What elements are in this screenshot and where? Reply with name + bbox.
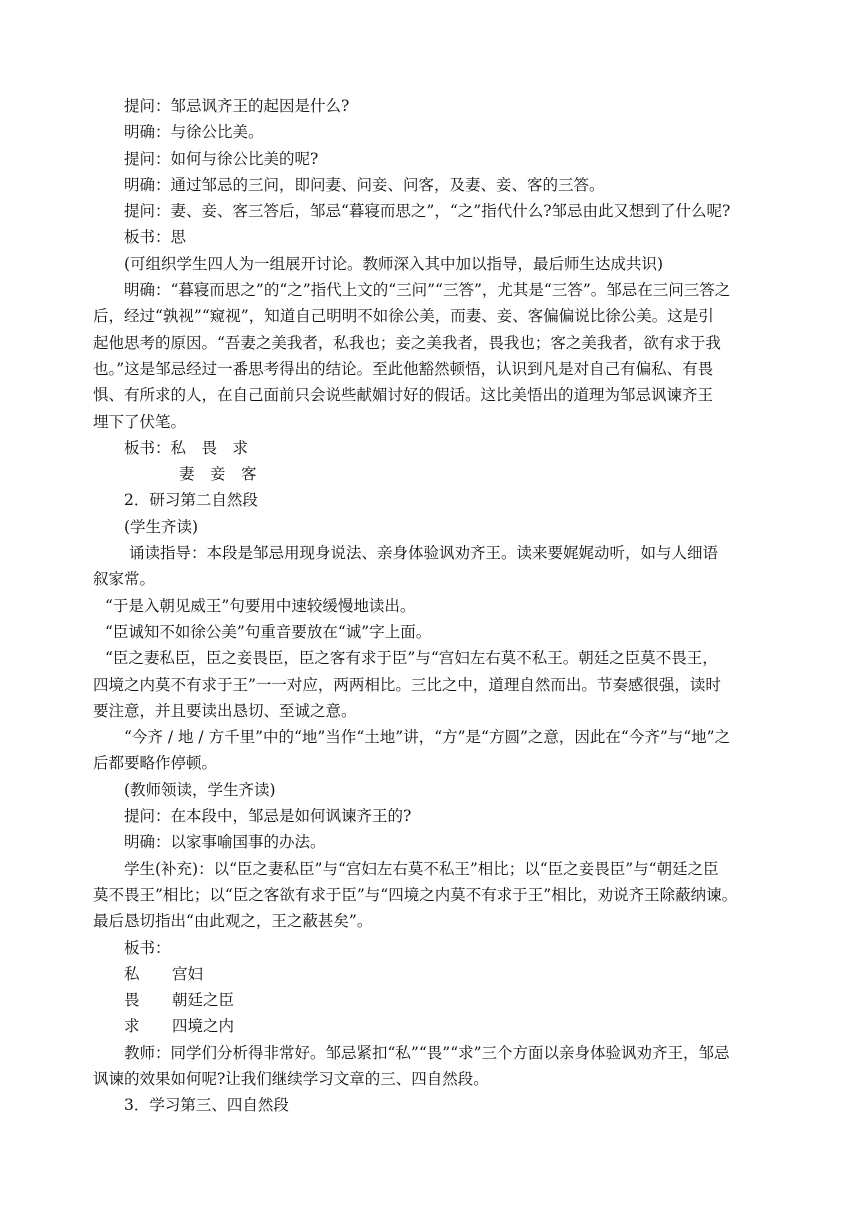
paragraph-line: 也。”这是邹忌经过一番思考得出的结论。至此他豁然顿悟，认识到凡是对自己有偏私、有畏 xyxy=(93,359,714,378)
paragraph: (教师领读，学生齐读) xyxy=(124,780,276,799)
document-body xyxy=(93,93,773,1119)
paragraph: “今齐 / 地 / 方千里”中的“地”当作“土地”讲，“方”是“方圆”之意，因此在“今齐”与“地”之 xyxy=(124,728,731,747)
paragraph: 教师：同学们分析得非常好。邹忌紧扣“私”“畏”“求”三个方面以亲身体验讽劝齐王，邹忌 xyxy=(124,1043,730,1062)
board-value: 四境之内 xyxy=(172,1017,235,1036)
board-heading: 板书：私 畏 求 xyxy=(124,438,249,457)
paragraph: 诵读指导：本段是邹忌用现身说法、亲身体验讽劝齐王。读来要娓娓动听，如与人细语 xyxy=(129,544,719,563)
paragraph: 明确：通过邹忌的三问，即问妻、问妾、问客，及妻、妾、客的三答。 xyxy=(124,175,605,194)
paragraph-line: 最后恳切指出“由此观之，王之蔽甚矣”。 xyxy=(93,912,373,931)
paragraph: 提问：如何与徐公比美的呢? xyxy=(124,149,319,168)
board-heading: 板书： xyxy=(124,938,171,957)
paragraph-line: 要注意，并且要读出恳切、至诚之意。 xyxy=(93,701,357,720)
paragraph-line: 四境之内莫不有求于王”一一对应，两两相比。三比之中，道理自然而出。节奏感很强，读时 xyxy=(93,675,721,694)
section-heading: 2．研习第二自然段 xyxy=(124,491,258,510)
paragraph-line: 后，经过“孰视”“窥视”，知道自己明明不如徐公美，而妻、妾、客偏偏说比徐公美。这是引 xyxy=(93,307,714,326)
section-heading: 3．学习第三、四自然段 xyxy=(124,1096,289,1115)
paragraph: 提问：邹忌讽齐王的起因是什么? xyxy=(124,97,350,115)
paragraph-line: 起他思考的原因。“吾妻之美我者，私我也；妾之美我者，畏我也；客之美我者，欲有求于我 xyxy=(93,333,721,352)
board-row: 妻 妾 客 xyxy=(179,465,257,484)
board-key: 畏 xyxy=(124,991,140,1010)
paragraph: 明确：以家事喻国事的办法。 xyxy=(124,833,326,852)
paragraph: (可组织学生四人为一组展开讨论。教师深入其中加以指导，最后师生达成共识) xyxy=(124,254,664,273)
board-table-row xyxy=(93,1013,773,1039)
paragraph: “于是入朝见威王”句要用中速较缓慢地读出。 xyxy=(105,596,416,615)
paragraph-line: 惧、有所求的人，在自己面前只会说些献媚讨好的假话。这比美悟出的道理为邹忌讽谏齐王 xyxy=(93,386,714,405)
paragraph: 提问：妻、妾、客三答后，邹忌“暮寝而思之”，“之”指代什么?邹忌由此又想到了什么呢? xyxy=(124,202,731,221)
paragraph-line: 莫不畏王”相比；以“臣之客欲有求于臣”与“四境之内莫不有求于王”相比，劝说齐王除蔽纳谏。 xyxy=(93,885,738,904)
paragraph-line: 叙家常。 xyxy=(93,570,156,589)
paragraph: (学生齐读) xyxy=(124,517,199,536)
paragraph: 明确：“暮寝而思之”的“之”指代上文的“三问”“三答”，尤其是“三答”。邹忌在三问三答之 xyxy=(124,281,731,300)
board-value: 宫妇 xyxy=(172,964,204,983)
paragraph: 提问：在本段中，邹忌是如何讽谏齐王的? xyxy=(124,807,412,826)
board-table-row xyxy=(93,987,773,1013)
paragraph-line: 讽谏的效果如何呢?让我们继续学习文章的三、四自然段。 xyxy=(93,1069,489,1088)
paragraph: 板书：思 xyxy=(124,228,187,247)
paragraph-line: 埋下了伏笔。 xyxy=(93,412,187,431)
paragraph-line: 后都要略作停顿。 xyxy=(93,754,218,773)
board-key: 求 xyxy=(124,1017,140,1036)
paragraph: 明确：与徐公比美。 xyxy=(124,123,264,142)
board-key: 私 xyxy=(124,964,140,983)
board-value: 朝廷之臣 xyxy=(172,991,235,1010)
paragraph: “臣之妻私臣，臣之妾畏臣，臣之客有求于臣”与“宫妇左右莫不私王。朝廷之臣莫不畏王， xyxy=(105,649,718,668)
board-table-row xyxy=(93,961,773,987)
paragraph: “臣诚知不如徐公美”句重音要放在“诚”字上面。 xyxy=(105,622,432,641)
paragraph: 学生(补充)：以“臣之妻私臣”与“宫妇左右莫不私王”相比；以“臣之妾畏臣”与“朝廷之臣 xyxy=(124,859,719,878)
